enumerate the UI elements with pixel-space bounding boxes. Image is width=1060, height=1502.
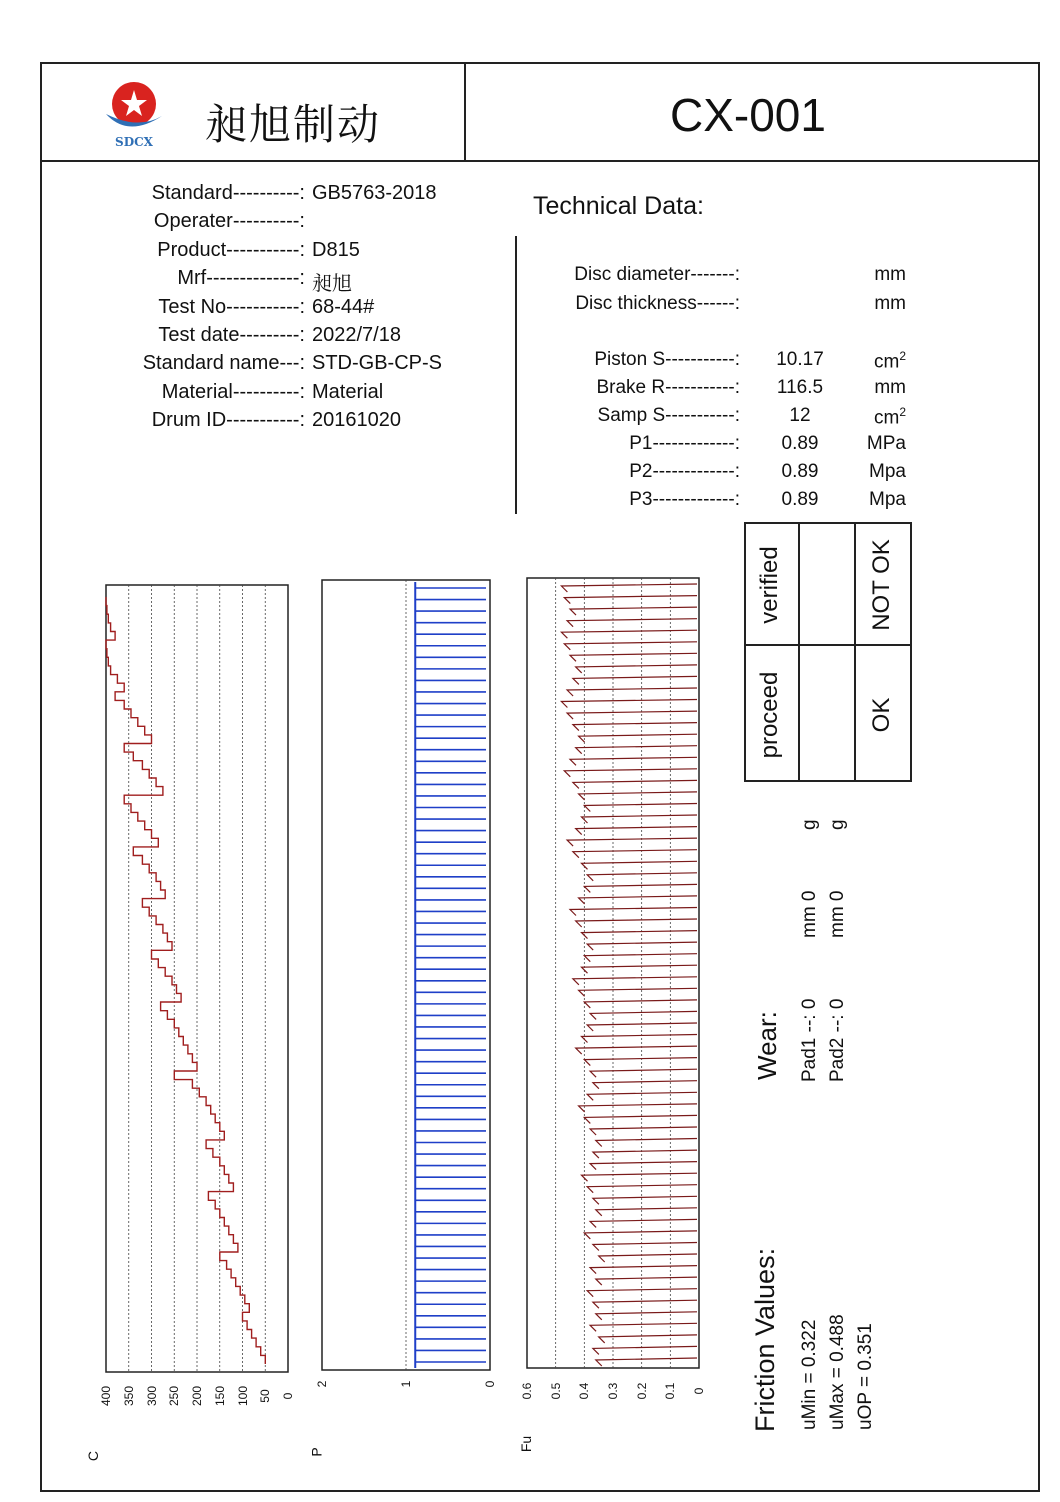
axis-tick-label: 0.4	[577, 1382, 592, 1400]
info-value: 68-44#	[312, 295, 375, 318]
proceed-label: proceed	[756, 671, 783, 759]
axis-tick-label: 300	[144, 1385, 159, 1407]
company-name: 昶旭制动	[205, 100, 382, 149]
wear-g2: g	[827, 819, 848, 830]
axis-title: C	[85, 1450, 102, 1462]
tech-label: Brake R-----------:	[596, 377, 740, 398]
temperature-series-line	[106, 597, 265, 1364]
tech-label: Disc diameter-------:	[574, 264, 740, 285]
axis-tick-label: 2	[315, 1380, 329, 1388]
axis-tick-label: 1	[399, 1380, 413, 1388]
wear-title: Wear:	[752, 1011, 782, 1080]
axis-tick-label: 0.3	[606, 1382, 620, 1400]
info-label: Mrf--------------:	[177, 267, 305, 290]
document-code: CX-001	[670, 89, 826, 141]
info-label: Test No-----------:	[158, 295, 305, 318]
axis-tick-label: 350	[121, 1385, 136, 1407]
info-label: Drum ID-----------:	[151, 409, 305, 432]
tech-unit: Mpa	[869, 461, 906, 482]
info-value: GB5763-2018	[312, 182, 437, 204]
axis-tick-label: 0.6	[520, 1382, 534, 1400]
info-label: Standard----------:	[151, 182, 305, 204]
tech-value: 0.89	[781, 461, 819, 482]
axis-tick-label: 100	[235, 1385, 250, 1407]
friction-umin: uMin = 0.322	[799, 1319, 820, 1430]
info-value: 20161020	[312, 409, 401, 432]
axis-tick-label: 0	[281, 1392, 295, 1400]
wear-pad1: Pad1 --: 0	[799, 998, 820, 1082]
tech-label: P3-------------:	[629, 489, 740, 510]
tech-unit: Mpa	[869, 489, 906, 510]
axis-tick-label: 0.5	[548, 1382, 563, 1400]
info-label: Product-----------:	[157, 238, 305, 261]
verified-label: verified	[756, 546, 783, 624]
tech-unit: mm	[874, 293, 906, 314]
tech-unit: mm	[874, 377, 906, 398]
axis-tick-label: 150	[212, 1385, 227, 1407]
info-label: Standard name---:	[142, 352, 305, 375]
axis-tick-label: 0	[483, 1380, 497, 1388]
tech-label: Disc thickness------:	[575, 293, 740, 314]
friction-series-line	[561, 584, 697, 1366]
info-label: Test date---------:	[158, 324, 305, 346]
logo-abbr: SDCX	[115, 135, 153, 149]
tech-label: P1-------------:	[629, 433, 740, 454]
info-value: 昶旭	[312, 273, 352, 296]
axis-tick-label: 250	[167, 1385, 182, 1407]
wear-g1: g	[799, 819, 820, 830]
tech-unit: mm	[874, 264, 906, 285]
tech-value: 12	[789, 405, 811, 426]
tech-value: 10.17	[776, 349, 824, 370]
axis-title: P	[308, 1447, 325, 1457]
tech-label: Piston S-----------:	[594, 349, 740, 370]
friction-uop: uOP = 0.351	[855, 1323, 876, 1430]
axis-tick-label: 200	[190, 1385, 204, 1407]
info-label: Operater----------:	[153, 210, 305, 233]
tech-label: P2-------------:	[629, 461, 740, 482]
ok-label: OK	[868, 697, 895, 733]
info-label: Material----------:	[161, 380, 305, 403]
tech-label: Samp S-----------:	[597, 405, 740, 426]
chart-frame	[527, 578, 699, 1368]
axis-title: Fu	[518, 1435, 535, 1453]
not-ok-label: NOT OK	[868, 539, 895, 631]
info-value: Material	[312, 380, 384, 403]
tech-value: 0.89	[781, 433, 819, 454]
technical-data-title: Technical Data:	[533, 192, 704, 220]
info-value: 2022/7/18	[312, 324, 401, 346]
tech-unit: $cm^2$	[873, 405, 906, 429]
wear-pad2: Pad2 --: 0	[827, 998, 848, 1082]
axis-tick-label: 0.2	[634, 1382, 649, 1400]
wear-mm1: mm 0	[799, 890, 820, 938]
friction-umax: uMax = 0.488	[827, 1314, 848, 1430]
axis-tick-label: 0.1	[663, 1382, 678, 1400]
tech-value: 116.5	[776, 377, 824, 398]
axis-tick-label: 400	[99, 1385, 113, 1407]
tech-value: 0.89	[781, 489, 819, 510]
tech-unit: $cm^2$	[873, 349, 906, 373]
friction-title: Friction Values:	[750, 1247, 780, 1432]
info-value: STD-GB-CP-S	[312, 352, 442, 375]
info-value: D815	[312, 238, 360, 261]
chart-frame	[322, 580, 490, 1370]
axis-tick-label: 50	[258, 1389, 273, 1403]
wear-mm2: mm 0	[827, 890, 848, 938]
axis-tick-label: 0	[692, 1387, 706, 1395]
tech-unit: MPa	[866, 433, 906, 454]
